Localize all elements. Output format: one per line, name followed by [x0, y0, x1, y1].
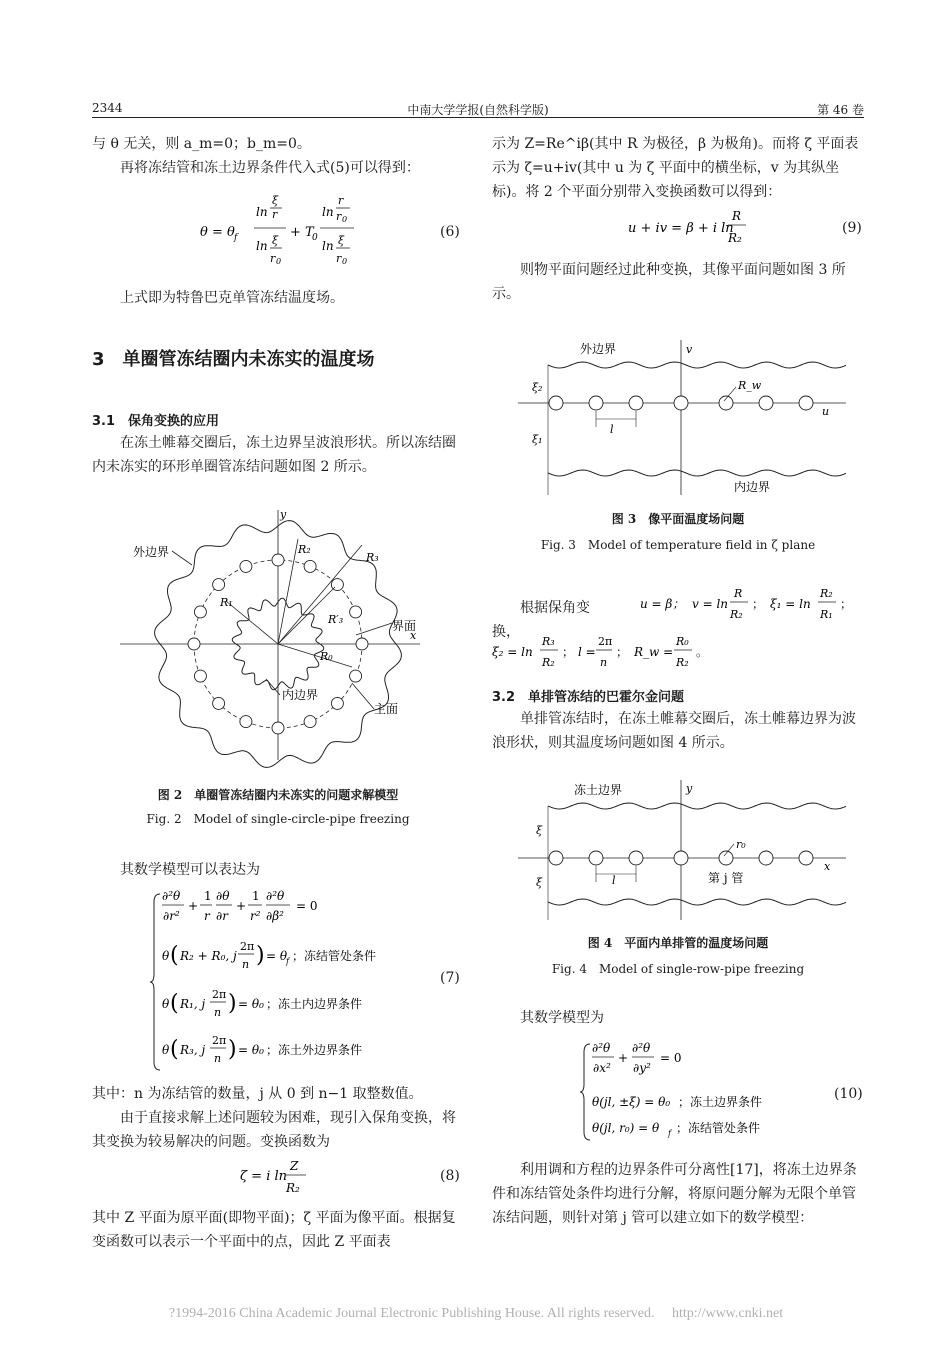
- svg-text:ln: ln: [256, 239, 268, 253]
- svg-text:f: f: [668, 1129, 671, 1138]
- eq10-condition: ；冻土边界条件: [678, 1095, 763, 1109]
- paragraph: 再将冻结管和冻土边界条件代入式(5)可以得到：: [120, 160, 420, 176]
- svg-text:。: 。: [696, 645, 709, 659]
- pipe-row: [549, 396, 813, 410]
- figure-4-caption-zh: 图 4 平面内单排管的温度场问题: [587, 936, 769, 950]
- freezing-pipe: [759, 396, 773, 410]
- equation-number: (8): [440, 1168, 460, 1184]
- section-title: 3 单圈管冻结圈内未冻实的温度场: [92, 349, 375, 370]
- freezing-pipe: [194, 606, 206, 618]
- svg-text:R₂ + R₀, j: R₂ + R₀, j: [180, 949, 237, 963]
- subsection-title: 3.2 单排管冻结的巴霍尔金问题: [492, 690, 685, 705]
- svg-text:0: 0: [312, 233, 318, 243]
- volume: 第 46 卷: [817, 103, 864, 117]
- svg-text:ξ₂ = ln: ξ₂ = ln: [492, 645, 533, 659]
- svg-text:n: n: [214, 1006, 222, 1019]
- freezing-pipe: [356, 638, 368, 650]
- svg-text:+ T: + T: [290, 225, 314, 240]
- svg-text:= θ₀: = θ₀: [238, 1043, 264, 1057]
- freezing-pipe: [549, 851, 563, 865]
- paragraph: 根据保角变换，: [492, 600, 590, 640]
- svg-text:R: R: [732, 209, 742, 223]
- transform-relations-line2: [492, 634, 752, 674]
- svg-text:R₂: R₂: [820, 587, 833, 600]
- freezing-pipe: [589, 851, 603, 865]
- paragraph: 其数学模型为: [520, 1010, 604, 1026]
- svg-text:θ: θ: [162, 1043, 170, 1057]
- label-xi: ξ: [536, 876, 543, 889]
- svg-text:ξ: ξ: [338, 234, 345, 247]
- svg-text:r: r: [336, 210, 342, 223]
- pipe-row: [549, 851, 813, 865]
- svg-text:= 0: = 0: [660, 1051, 682, 1065]
- paragraph: 由于直接求解上述问题较为困难，现引入保角变换，将其变换为较易解决的问题。变换函数为: [92, 1110, 456, 1150]
- label-l: l: [612, 874, 616, 887]
- svg-text:R: R: [734, 587, 743, 600]
- paragraph: 单排管冻结时，在冻土帷幕交圈后，冻土帷幕边界为波浪形状，则其温度场问题如图 4 所示。: [492, 711, 856, 751]
- label-R3p: R′₃: [328, 613, 344, 626]
- svg-text:+: +: [236, 899, 247, 913]
- svg-text:): ): [228, 1037, 237, 1062]
- freezing-pipe: [331, 697, 343, 709]
- svg-text:r: r: [272, 208, 278, 221]
- figure-4: [518, 774, 848, 924]
- svg-text:∂²θ: ∂²θ: [162, 890, 181, 903]
- freezing-pipe: [194, 670, 206, 682]
- figure-2-caption-en: Fig. 2 Model of single-circle-pipe freezing: [146, 812, 410, 826]
- svg-text:= 0: = 0: [296, 899, 318, 913]
- svg-text:0: 0: [342, 257, 348, 266]
- label-main: 主面: [374, 702, 399, 716]
- freezing-pipe: [304, 716, 316, 728]
- svg-text:): ): [228, 991, 237, 1016]
- freezing-pipe: [674, 396, 688, 410]
- svg-text:；: ；: [840, 597, 853, 611]
- figure-3: [518, 335, 848, 503]
- svg-text:θ: θ: [162, 997, 170, 1011]
- freezing-pipe: [629, 396, 643, 410]
- equation-6-graphic: [200, 192, 464, 276]
- svg-text:ξ: ξ: [272, 194, 279, 207]
- eq7-condition: ；冻土内边界条件: [266, 997, 363, 1011]
- svg-text:θ: θ: [162, 949, 170, 963]
- svg-text:∂β²: ∂β²: [266, 909, 284, 923]
- svg-text:R₂: R₂: [728, 231, 742, 245]
- svg-text:0: 0: [276, 257, 282, 266]
- label-inner: 内边界: [282, 688, 319, 702]
- paragraph: 则物平面问题经过此种变换，其像平面问题如图 3 所示。: [492, 262, 846, 302]
- freezing-pipe: [759, 851, 773, 865]
- header-rule: [92, 117, 864, 118]
- figure-2-caption-zh: 图 2 单圈管冻结圈内未冻实的问题求解模型: [157, 788, 399, 802]
- svg-text:∂²θ: ∂²θ: [266, 890, 285, 903]
- eq7-condition: ；冻土外边界条件: [266, 1043, 363, 1057]
- freezing-pipe: [350, 606, 362, 618]
- paragraph: 与 θ 无关，则 a_m=0；b_m=0。: [92, 136, 311, 152]
- svg-text:(: (: [170, 943, 179, 968]
- figure-2: [120, 505, 440, 775]
- freezing-pipe: [213, 579, 225, 591]
- axis-label: x: [824, 860, 831, 873]
- svg-text:∂r²: ∂r²: [163, 909, 180, 923]
- svg-text:1: 1: [204, 890, 212, 903]
- radius-R3p: [278, 587, 335, 644]
- freezing-pipe: [549, 396, 563, 410]
- equation-number: (9): [842, 220, 862, 236]
- svg-text:θ(jl, r₀) = θ: θ(jl, r₀) = θ: [592, 1121, 660, 1135]
- label-xi1: ξ₁: [532, 433, 543, 446]
- svg-text:(: (: [170, 1037, 179, 1062]
- freezing-pipe: [799, 396, 813, 410]
- freezing-pipe: [719, 851, 733, 865]
- svg-text:f: f: [286, 957, 289, 966]
- axis-label: u: [822, 405, 830, 418]
- journal-title: 中南大学学报(自然科学版): [407, 103, 549, 117]
- svg-text:R₃, j: R₃, j: [180, 1043, 206, 1057]
- label-xi: ξ: [536, 824, 543, 837]
- svg-text:n: n: [600, 656, 608, 669]
- svg-text:R₂: R₂: [730, 608, 743, 621]
- svg-text:R₃: R₃: [542, 635, 555, 648]
- svg-text:∂²θ: ∂²θ: [632, 1041, 651, 1055]
- lower-boundary-wave: [548, 899, 846, 905]
- svg-text:n: n: [214, 1052, 222, 1065]
- paragraph: 利用调和方程的边界条件可分离性[17]，将冻土边界条件和冻结管处条件均进行分解，将原问题分解为无限个单管冻结问题，则针对第 j 管可以建立如下的数学模型：: [492, 1162, 857, 1226]
- inner-boundary-wave: [548, 470, 846, 476]
- svg-text:v = ln: v = ln: [692, 597, 729, 611]
- svg-text:f: f: [234, 233, 238, 243]
- svg-text:ξ₁ = ln: ξ₁ = ln: [770, 597, 811, 611]
- svg-text:1: 1: [252, 890, 260, 903]
- equation-number: (10): [834, 1086, 863, 1102]
- paragraph: 其中 Z 平面为原平面(即物平面)；ζ 平面为像平面。根据复变函数可以表示一个平面中的点，因此 Z 平面表: [92, 1210, 456, 1250]
- svg-text:2π: 2π: [598, 635, 613, 648]
- svg-text:r: r: [204, 909, 210, 923]
- svg-text:R₁: R₁: [820, 608, 833, 621]
- svg-text:): ): [256, 943, 265, 968]
- equation-10: [580, 1040, 800, 1144]
- svg-text:R₂: R₂: [286, 1181, 300, 1195]
- svg-text:ζ = i ln: ζ = i ln: [240, 1169, 288, 1184]
- svg-text:R_w =: R_w =: [634, 645, 674, 659]
- label-interface: 界面: [392, 619, 417, 633]
- equation-8: [240, 1160, 340, 1200]
- label-R2: R₂: [298, 543, 311, 556]
- paragraph: 其数学模型可以表达为: [120, 862, 260, 878]
- svg-text:；: ；: [562, 645, 575, 659]
- svg-text:ln: ln: [322, 205, 334, 219]
- figure-3-caption-zh: 图 3 像平面温度场问题: [611, 512, 745, 526]
- svg-text:2π: 2π: [212, 1034, 227, 1047]
- freezing-pipe: [213, 697, 225, 709]
- freezing-pipe: [188, 638, 200, 650]
- svg-text:R₀: R₀: [676, 635, 689, 648]
- equation-number: (6): [440, 224, 460, 240]
- equation-6: [200, 192, 464, 276]
- svg-text:u = β；: u = β；: [640, 597, 685, 611]
- svg-text:θ = θ: θ = θ: [200, 225, 235, 240]
- freezing-pipe: [240, 560, 252, 572]
- svg-text:r: r: [338, 194, 344, 207]
- svg-text:R₂: R₂: [676, 656, 689, 669]
- paragraph: 其中：n 为冻结管的数量，j 从 0 到 n−1 取整数值。: [92, 1086, 423, 1102]
- freezing-pipe: [629, 851, 643, 865]
- svg-text:(: (: [170, 991, 179, 1016]
- svg-text:n: n: [242, 958, 250, 971]
- svg-text:2π: 2π: [240, 940, 255, 953]
- svg-text:；: ；: [752, 597, 765, 611]
- axis-label: x: [410, 629, 417, 642]
- svg-text:ln: ln: [322, 239, 334, 253]
- svg-text:= θ: = θ: [266, 949, 288, 963]
- equation-9: [628, 208, 768, 252]
- label-jpipe: 第 j 管: [708, 871, 744, 885]
- label-outer: 外边界: [133, 545, 170, 559]
- subsection-title: 3.1 保角变换的应用: [92, 414, 220, 429]
- freezing-pipe: [240, 716, 252, 728]
- svg-text:∂²θ: ∂²θ: [592, 1041, 611, 1055]
- svg-text:；: ；: [616, 645, 629, 659]
- svg-text:∂θ: ∂θ: [216, 890, 230, 903]
- label-Rw: R_w: [738, 379, 762, 392]
- label-outer: 外边界: [580, 342, 617, 356]
- label-inner: 内边界: [734, 480, 771, 494]
- freezing-pipe: [674, 851, 688, 865]
- svg-text:R₂: R₂: [542, 656, 555, 669]
- svg-text:r: r: [270, 252, 276, 265]
- upper-boundary-wave: [548, 803, 846, 809]
- label-boundary: 冻土边界: [574, 783, 623, 797]
- svg-text:u + iv = β + i ln: u + iv = β + i ln: [628, 221, 734, 236]
- outer-boundary-wave: [548, 362, 846, 368]
- svg-text:0: 0: [342, 215, 348, 224]
- svg-text:R₁, j: R₁, j: [180, 997, 206, 1011]
- label-l: l: [610, 423, 614, 436]
- equation-number: (7): [440, 970, 460, 986]
- page-number: 2344: [92, 101, 123, 115]
- figure-4-caption-en: Fig. 4 Model of single-row-pipe freezing: [551, 962, 805, 976]
- eq7-condition: ；冻结管处条件: [292, 949, 377, 963]
- svg-text:r: r: [336, 252, 342, 265]
- label-R3: R₃: [366, 551, 379, 564]
- freezing-pipe: [350, 670, 362, 682]
- paragraph: 上式即为特鲁巴克单管冻结温度场。: [120, 290, 344, 306]
- axis-label: v: [686, 343, 693, 356]
- label-xi2: ξ₂: [532, 381, 543, 394]
- svg-text:ln: ln: [256, 205, 268, 219]
- svg-text:∂r: ∂r: [216, 909, 228, 923]
- freezing-pipe: [799, 851, 813, 865]
- radius-R0: [278, 644, 352, 667]
- svg-text:∂y²: ∂y²: [633, 1061, 651, 1075]
- svg-text:θ(jl, ±ξ) = θ₀: θ(jl, ±ξ) = θ₀: [592, 1095, 671, 1109]
- label-r0: r₀: [736, 838, 746, 851]
- svg-text:ξ: ξ: [272, 234, 279, 247]
- eq10-condition: ；冻结管处条件: [676, 1121, 761, 1135]
- figure-3-caption-en: Fig. 3 Model of temperature field in ζ plane: [540, 538, 816, 552]
- freezing-pipe: [589, 396, 603, 410]
- axis-label: y: [686, 782, 693, 795]
- svg-text:= θ₀: = θ₀: [238, 997, 264, 1011]
- paragraph: 在冻土帷幕交圈后，冻土边界呈波浪形状。所以冻结圈内未冻实的环形单圈管冻结问题如图 2 所示。: [92, 435, 456, 475]
- freezing-pipe: [719, 396, 733, 410]
- svg-text:∂x²: ∂x²: [593, 1061, 611, 1075]
- label-R1: R₁: [220, 596, 233, 609]
- svg-text:+: +: [618, 1051, 629, 1065]
- svg-text:r²: r²: [250, 909, 261, 923]
- transform-relations-line1: [640, 586, 864, 626]
- freezing-pipe: [272, 554, 284, 566]
- label-R0: R₀: [320, 650, 333, 663]
- paragraph: 示为 Z=Re^iβ(其中 R 为极径，β 为极角)。而将 ζ 平面表示为 ζ=u+iv(其中 u 为 ζ 平面中的横坐标，v 为其纵坐标)。将 2 个平面分别带入变换函数可以得到：: [492, 136, 859, 200]
- freezing-pipe: [272, 722, 284, 734]
- svg-text:+: +: [188, 899, 199, 913]
- copyright-footer: ?1994-2016 China Academic Journal Electronic Publishing House. All rights reserved. http://www.cnki.net: [168, 1306, 784, 1321]
- svg-text:2π: 2π: [212, 988, 227, 1001]
- svg-text:l =: l =: [578, 645, 596, 659]
- equation-7: [150, 890, 470, 1074]
- axis-label: y: [280, 508, 287, 521]
- freezing-pipe: [304, 560, 316, 572]
- svg-text:Z: Z: [290, 1160, 299, 1173]
